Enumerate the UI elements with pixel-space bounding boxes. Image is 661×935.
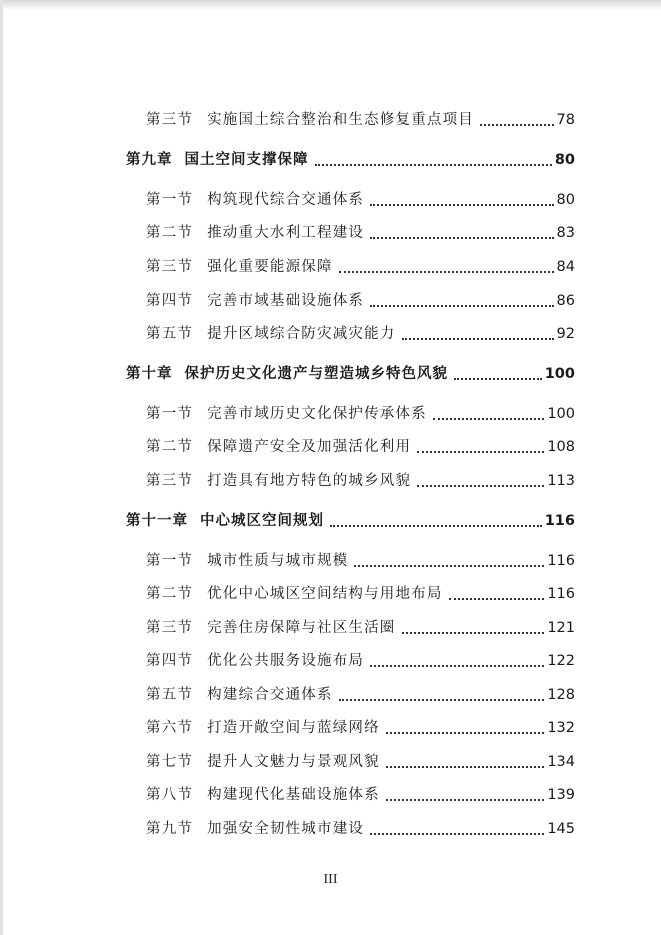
dot-leader [339, 271, 554, 273]
dot-leader [370, 305, 553, 307]
entry-page: 100 [547, 406, 575, 422]
dot-leader [417, 485, 544, 487]
entry-title: 完善市域历史文化保护传承体系 [207, 406, 427, 422]
entry-page: 128 [547, 687, 575, 703]
entry-title: 打造具有地方特色的城乡风貌 [207, 473, 412, 489]
dot-leader [386, 732, 545, 734]
entry-number: 第五节 [146, 687, 194, 703]
dot-leader [402, 338, 554, 340]
chapter-number: 第九章 [126, 152, 173, 168]
chapter-page: 100 [544, 366, 575, 382]
entry-title: 加强安全韧性城市建设 [207, 821, 365, 837]
entry-page: 132 [547, 720, 575, 736]
toc-chapter[interactable] [0, 360, 661, 384]
entry-number: 第三节 [146, 112, 194, 128]
entry-title: 打造开敞空间与蓝绿网络 [207, 720, 380, 736]
entry-title: 优化中心城区空间结构与用地布局 [207, 586, 443, 602]
entry-title: 提升区域综合防灾减灾能力 [207, 326, 396, 342]
entry-title: 提升人文魅力与景观风貌 [207, 754, 380, 770]
toc-entry[interactable] [0, 547, 661, 571]
dot-leader [370, 204, 553, 206]
toc-entry[interactable] [0, 467, 661, 491]
toc-entry[interactable] [0, 433, 661, 457]
toc-entry[interactable] [0, 647, 661, 671]
entry-number: 第三节 [146, 473, 194, 489]
dot-leader [449, 598, 545, 600]
dot-leader [417, 451, 544, 453]
toc-entry[interactable] [0, 614, 661, 638]
entry-title: 完善市域基础设施体系 [207, 293, 365, 309]
toc-entry[interactable] [0, 748, 661, 772]
toc-entry[interactable] [0, 106, 661, 130]
dot-leader [370, 833, 544, 835]
chapter-page: 80 [554, 152, 575, 168]
entry-page: 113 [547, 473, 575, 489]
chapter-title: 保护历史文化遗产与塑造城乡特色风貌 [184, 366, 448, 382]
entry-title: 优化公共服务设施布局 [207, 653, 365, 669]
toc-entry[interactable] [0, 781, 661, 805]
dot-leader [354, 565, 544, 567]
entry-title: 实施国土综合整治和生态修复重点项目 [207, 112, 475, 128]
entry-number: 第二节 [146, 439, 194, 455]
toc-entry[interactable] [0, 186, 661, 210]
chapter-number: 第十一章 [126, 513, 188, 529]
entry-page: 80 [556, 192, 575, 208]
toc-entry[interactable] [0, 253, 661, 277]
entry-number: 第二节 [146, 586, 194, 602]
entry-number: 第二节 [146, 225, 194, 241]
dot-leader [370, 665, 544, 667]
chapter-title: 中心城区空间规划 [200, 513, 324, 529]
entry-title: 保障遗产安全及加强活化利用 [207, 439, 412, 455]
dot-leader [330, 525, 542, 527]
entry-number: 第八节 [146, 787, 194, 803]
entry-page: 92 [556, 326, 575, 342]
toc-chapter[interactable] [0, 507, 661, 531]
entry-page: 145 [547, 821, 575, 837]
entry-page: 139 [547, 787, 575, 803]
dot-leader [315, 164, 552, 166]
toc-entry[interactable] [0, 681, 661, 705]
entry-number: 第六节 [146, 720, 194, 736]
entry-title: 推动重大水利工程建设 [207, 225, 365, 241]
toc-entry[interactable] [0, 320, 661, 344]
entry-page: 108 [547, 439, 575, 455]
entry-number: 第七节 [146, 754, 194, 770]
entry-page: 83 [556, 225, 575, 241]
dot-leader [402, 632, 545, 634]
toc-entry[interactable] [0, 580, 661, 604]
entry-title: 完善住房保障与社区生活圈 [207, 620, 396, 636]
entry-number: 第一节 [146, 553, 194, 569]
chapter-number: 第十章 [126, 366, 173, 382]
chapter-title: 国土空间支撑保障 [184, 152, 309, 168]
dot-leader [386, 766, 545, 768]
toc-entry[interactable] [0, 714, 661, 738]
entry-title: 城市性质与城市规模 [207, 553, 349, 569]
toc-entry[interactable] [0, 219, 661, 243]
entry-page: 86 [556, 293, 575, 309]
entry-number: 第三节 [146, 620, 194, 636]
entry-title: 强化重要能源保障 [207, 259, 333, 275]
dot-leader [454, 378, 542, 380]
entry-number: 第九节 [146, 821, 194, 837]
entry-number: 第四节 [146, 293, 194, 309]
dot-leader [339, 699, 545, 701]
entry-title: 构建综合交通体系 [207, 687, 333, 703]
entry-page: 116 [547, 586, 575, 602]
toc-chapter[interactable] [0, 146, 661, 170]
entry-number: 第一节 [146, 406, 194, 422]
dot-leader [433, 418, 544, 420]
entry-title: 构筑现代综合交通体系 [207, 192, 365, 208]
entry-number: 第三节 [146, 259, 194, 275]
entry-number: 第四节 [146, 653, 194, 669]
entry-page: 134 [547, 754, 575, 770]
entry-page: 78 [556, 112, 575, 128]
page-number: III [323, 872, 338, 887]
entry-number: 第五节 [146, 326, 194, 342]
dot-leader [370, 237, 553, 239]
toc-entry[interactable] [0, 815, 661, 839]
entry-number: 第一节 [146, 192, 194, 208]
entry-page: 122 [547, 653, 575, 669]
entry-page: 116 [547, 553, 575, 569]
toc-entry[interactable] [0, 400, 661, 424]
dot-leader [480, 124, 554, 126]
dot-leader [386, 799, 545, 801]
entry-page: 84 [556, 259, 575, 275]
chapter-page: 116 [544, 513, 575, 529]
entry-page: 121 [547, 620, 575, 636]
toc-entry[interactable] [0, 287, 661, 311]
entry-title: 构建现代化基础设施体系 [207, 787, 380, 803]
